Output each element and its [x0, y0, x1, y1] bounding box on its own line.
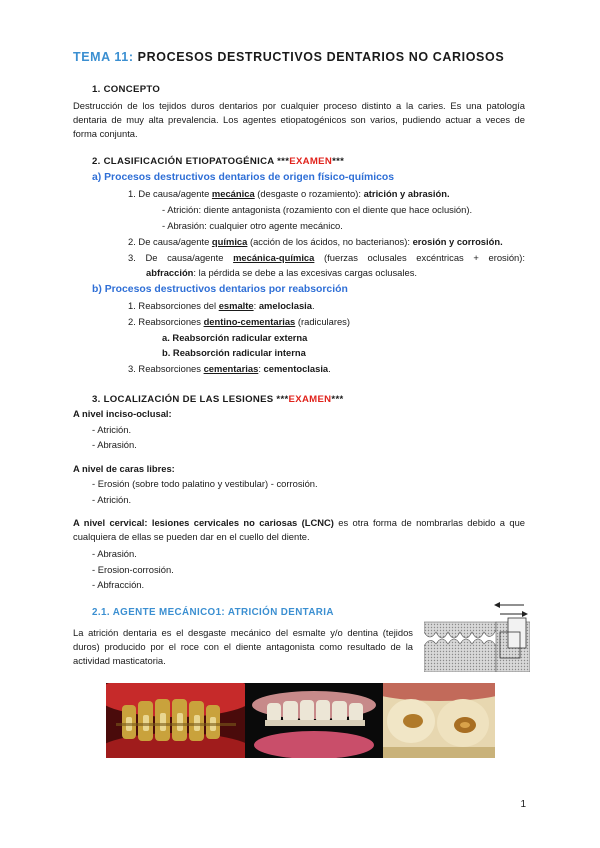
item-text: 3. De causa/agente [128, 252, 234, 263]
photo-worn-teeth-1 [106, 683, 245, 758]
list-item: - Abfracción. [92, 579, 145, 590]
section-2-1-heading: 2.1. AGENTE MECÁNICO1: ATRICIÓN DENTARIA [92, 607, 334, 618]
list-item [128, 299, 315, 313]
list-item: - Atrición. [92, 424, 132, 435]
list-item: - Abrasión. [92, 548, 137, 559]
paragraph-text: es otra forma de nombrarlas debido a que cualquiera de ellas se pueden dar en el cuello del diente. [73, 517, 526, 543]
photo-image [245, 683, 383, 758]
item-text: : [253, 300, 259, 311]
item-underline: mecánica [211, 188, 255, 199]
section-3-heading [92, 393, 344, 407]
photo-image [383, 683, 495, 758]
item-text: : la pérdida se debe a las excesivas cargas oclusales. [193, 267, 417, 278]
section-2-1-paragraph: La atrición dentaria es el desgaste mecánico del esmalte y/o dentina (tejidos duros) producido por el roce con el diente antagonista como resultado de la actividad masticatoria. [73, 627, 413, 667]
group-title: A nivel inciso-oclusal: [73, 408, 172, 419]
title-text: PROCESOS DESTRUCTIVOS DENTARIOS NO CARIOSOS [133, 50, 505, 64]
list-item [128, 315, 350, 329]
subsection-a-title: a) Procesos destructivos dentarios de origen físico-químicos [92, 172, 394, 183]
photo-worn-teeth-2 [245, 683, 383, 758]
list-item: - Erosión (sobre todo palatino y vestibular) - corrosión. [92, 478, 318, 489]
item-text: (fuerzas oclusales excéntricas + erosión): [314, 252, 525, 263]
item-text: 2. Reabsorciones [128, 316, 204, 327]
item-text: 3. Reabsorciones [128, 363, 204, 374]
arrow-left-icon [494, 602, 524, 608]
list-item [128, 187, 450, 201]
section-1-heading: 1. CONCEPTO [92, 84, 161, 95]
list-item [128, 362, 331, 376]
item-bold: atrición y abrasión. [363, 188, 450, 199]
section-1-paragraph: Destrucción de los tejidos duros dentarios por cualquier proceso distinto a la caries. Es una patología dentaria de muy alta prevalencia. Los agentes etiopatogénicos son varios, pudiendo actuar a veces de forma conjunta. [73, 100, 525, 140]
item-text: 2. De causa/agente [128, 236, 212, 247]
list-item [128, 235, 503, 249]
list-item: - Atrición. [92, 494, 132, 505]
list-item: a. Reabsorción radicular externa [162, 332, 308, 343]
subsection-b-title: b) Procesos destructivos dentarios por reabsorción [92, 284, 348, 295]
item-text: . [312, 300, 315, 311]
page-number: 1 [520, 799, 526, 810]
item-underline: química [211, 236, 248, 247]
item-text: . [328, 363, 331, 374]
item-underline: dentino-cementarias [203, 316, 296, 327]
paragraph-bold: A nivel cervical: lesiones cervicales no cariosas (LCNC) [73, 517, 334, 528]
heading-stars: *** [332, 156, 345, 167]
list-item [128, 251, 525, 265]
group-paragraph [73, 516, 525, 544]
item-bold: cementoclasia [263, 363, 329, 374]
item-bold: abfracción [146, 267, 194, 278]
arrow-right-icon [500, 611, 528, 617]
heading-text: 3. LOCALIZACIÓN DE LAS LESIONES *** [92, 394, 289, 405]
item-text: (radiculares) [295, 316, 350, 327]
upper-tooth-shape [424, 622, 496, 638]
exam-label: EXAMEN [288, 394, 332, 405]
upper-block-outline [508, 618, 526, 648]
photo-image [106, 683, 245, 758]
section-2-heading [92, 155, 344, 169]
heading-stars: *** [331, 394, 344, 405]
list-item: - Atrición: diente antagonista (rozamiento con el diente que hace oclusión). [162, 204, 473, 215]
title-number: TEMA 11: [73, 50, 134, 64]
item-text: 1. De causa/agente [128, 188, 212, 199]
page-title [73, 50, 504, 64]
item-underline: mecánica-química [233, 252, 315, 263]
lower-tooth-shape [424, 639, 496, 672]
list-item: - Abrasión. [92, 439, 137, 450]
attrition-diagram [424, 602, 530, 672]
item-underline: cementarias [203, 363, 259, 374]
photo-worn-molars [383, 683, 495, 758]
list-item: - Abrasión: cualquier otro agente mecánico. [162, 220, 343, 231]
list-item: b. Reabsorción radicular interna [162, 347, 306, 358]
item-text: 1. Reabsorciones del [128, 300, 219, 311]
item-bold: ameloclasia [258, 300, 312, 311]
exam-label: EXAMEN [289, 156, 333, 167]
list-item-continuation [146, 266, 417, 280]
heading-text: 2. CLASIFICACIÓN ETIOPATOGÉNICA *** [92, 156, 290, 167]
item-text: : [258, 363, 264, 374]
item-text: (desgaste o rozamiento): [254, 188, 364, 199]
group-title: A nivel de caras libres: [73, 463, 175, 474]
list-item: - Erosion-corrosión. [92, 564, 174, 575]
item-underline: esmalte [218, 300, 254, 311]
item-text: (acción de los ácidos, no bacterianos): [247, 236, 413, 247]
item-bold: erosión y corrosión. [412, 236, 503, 247]
